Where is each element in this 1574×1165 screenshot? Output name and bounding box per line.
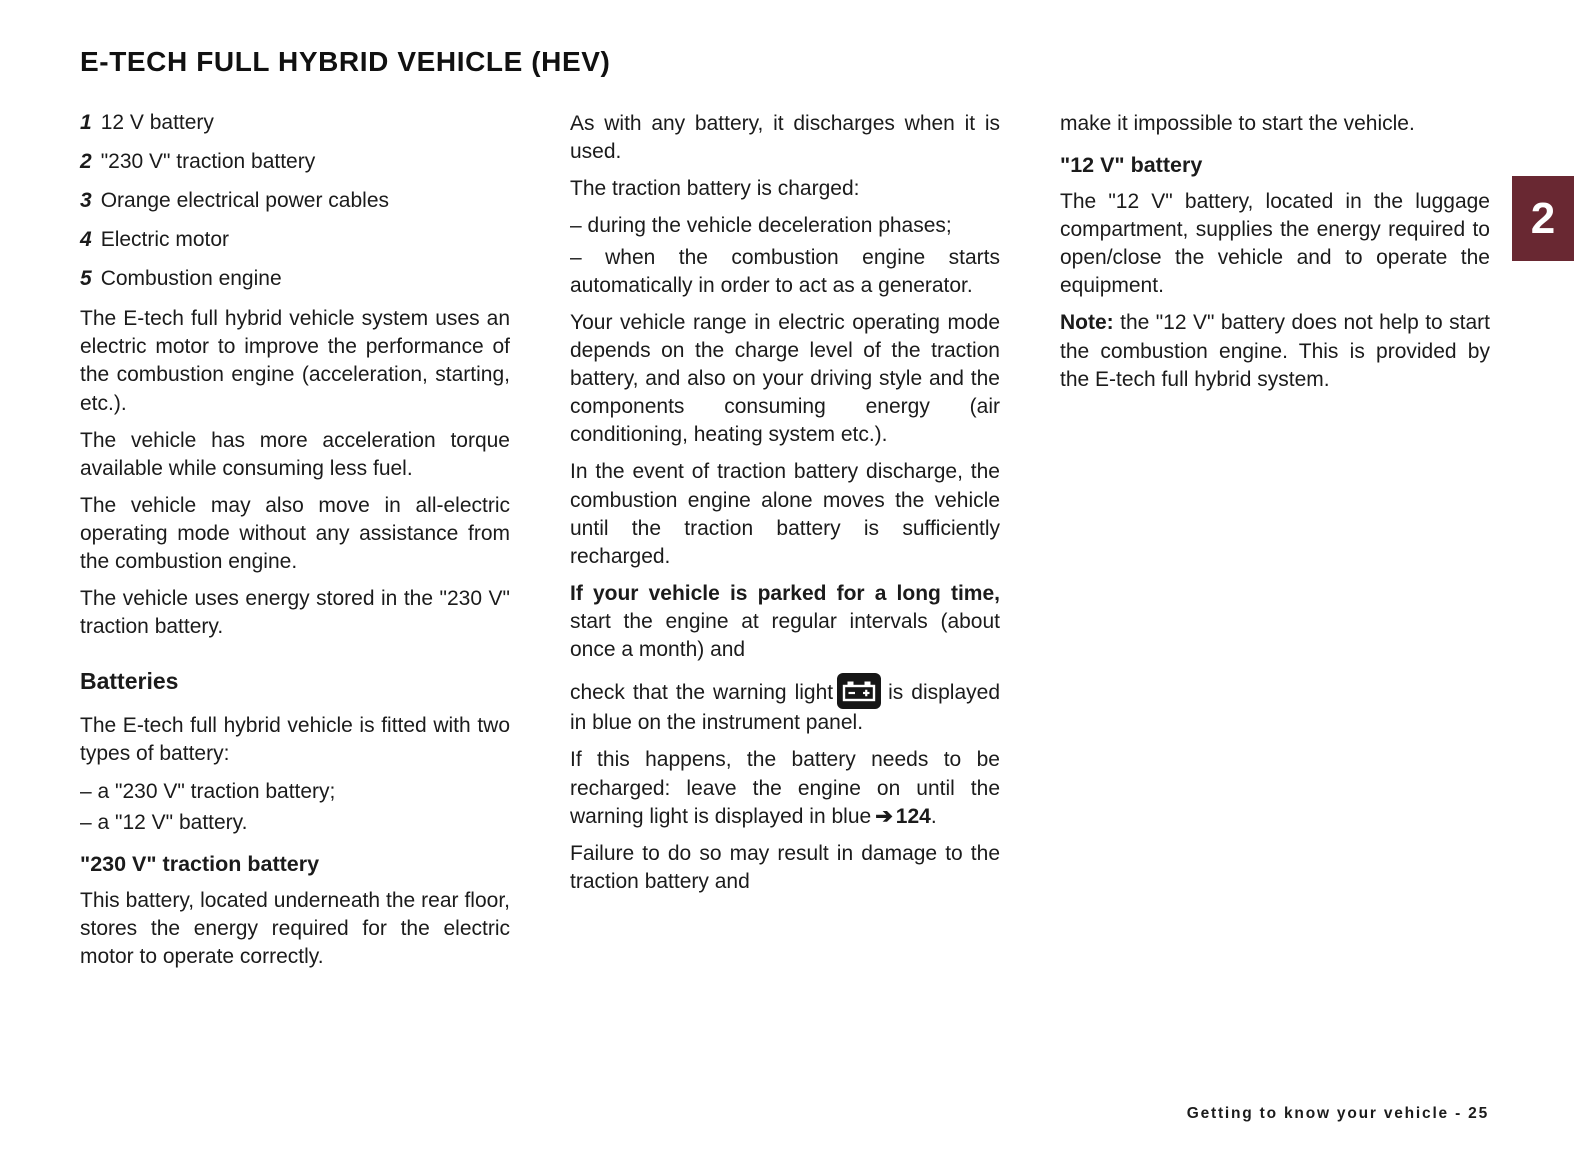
legend-item-number: 5 [80, 267, 92, 291]
legend-item-label: Electric motor [100, 228, 230, 252]
paragraph: Failure to do so may result in damage to the traction battery and [570, 841, 1000, 893]
component-legend [80, 110, 510, 292]
legend-item [80, 227, 510, 253]
bullet-item: – a "12 V" battery. [80, 810, 248, 834]
legend-item [80, 188, 510, 214]
paragraph: The E-tech full hybrid vehicle is fitted with two types of battery: [80, 714, 510, 766]
bullet-item: – a "230 V" traction battery; [80, 779, 336, 803]
section-heading-batteries: Batteries [80, 667, 179, 694]
parked-rest-text: start the engine at regular intervals (about once a month) and [570, 610, 1000, 662]
note-label: Note: [1060, 311, 1114, 335]
battery-warning-icon [837, 673, 881, 709]
subheading-230v-battery: "230 V" traction battery [80, 851, 320, 876]
column-2 [570, 110, 1000, 980]
note-text: the "12 V" battery does not help to start the combustion engine. This is provided by the E-tech full hybrid system. [1060, 311, 1490, 391]
legend-item-number: 1 [80, 111, 92, 134]
paragraph: The "12 V" battery, located in the luggage compartment, supplies the energy required to open/close the vehicle and to operate the equipment. [1060, 189, 1490, 298]
legend-item-label: 12 V battery [100, 111, 214, 134]
chapter-tab: 2 [1512, 176, 1574, 261]
paragraph: Your vehicle range in electric operating mode depends on the charge level of the traction battery, and also on your driving style and the components consuming energy (air conditioning, heating system etc.). [570, 310, 1000, 447]
paragraph: The E-tech full hybrid vehicle system uses an electric motor to improve the performance of the combustion engine (acceleration, starting, etc.). [80, 307, 510, 415]
legend-item-label: "230 V" traction battery [100, 150, 316, 174]
paragraph-cross-reference [570, 746, 1000, 830]
paragraph-note [1060, 309, 1490, 393]
subheading-12v-battery: "12 V" battery [1060, 153, 1203, 178]
paragraph: make it impossible to start the vehicle. [1060, 112, 1415, 135]
paragraph: The vehicle uses energy stored in the "230 V" traction battery. [80, 587, 510, 639]
legend-item-label: Orange electrical power cables [100, 189, 389, 213]
bullet-list [80, 778, 510, 837]
column-3 [1060, 110, 1490, 980]
paragraph-warning-light [570, 673, 1000, 737]
paragraph: In the event of traction battery discharge, the combustion engine alone moves the vehicle until the traction battery is sufficiently recharged. [570, 460, 1000, 568]
ref-end-text: . [930, 804, 937, 828]
bullet-list [570, 212, 1000, 299]
page-footer: Getting to know your vehicle - 25 [1186, 1105, 1489, 1122]
legend-item [80, 149, 510, 175]
warning-post-text: is displayed in blue on the instrument panel. [570, 681, 1000, 735]
legend-item-number: 4 [80, 228, 92, 252]
legend-item-number: 3 [80, 189, 92, 213]
paragraph: The vehicle may also move in all-electric operating mode without any assistance from the combustion engine. [80, 493, 510, 574]
paragraph: The traction battery is charged: [570, 177, 860, 201]
bullet-item: – during the vehicle deceleration phases; [570, 214, 952, 238]
paragraph: As with any battery, it discharges when it is used. [570, 112, 1000, 164]
column-1 [80, 110, 510, 980]
page-title: E-TECH FULL HYBRID VEHICLE (HEV) [80, 46, 611, 77]
legend-item [80, 110, 510, 136]
warning-pre-text: check that the warning light [570, 681, 834, 705]
paragraph: This battery, located underneath the rear floor, stores the energy required for the electric motor to operate correctly. [80, 888, 510, 968]
text-columns [80, 110, 1490, 980]
cross-reference-page: 124 [895, 804, 931, 828]
paragraph: The vehicle has more acceleration torque available while consuming less fuel. [80, 428, 510, 480]
legend-item [80, 266, 510, 292]
cross-reference-arrow-icon: ➔ [875, 804, 893, 828]
legend-item-number: 2 [80, 150, 92, 174]
legend-item-label: Combustion engine [100, 267, 282, 291]
ref-pre-text: If this happens, the battery needs to be recharged: leave the engine on until the warning light is displayed in blue [570, 748, 1000, 828]
bullet-item: – when the combustion engine starts automatically in order to act as a generator. [570, 245, 1000, 297]
parked-bold-text: If your vehicle is parked for a long time, [570, 581, 1000, 605]
paragraph-parked [570, 580, 1000, 664]
